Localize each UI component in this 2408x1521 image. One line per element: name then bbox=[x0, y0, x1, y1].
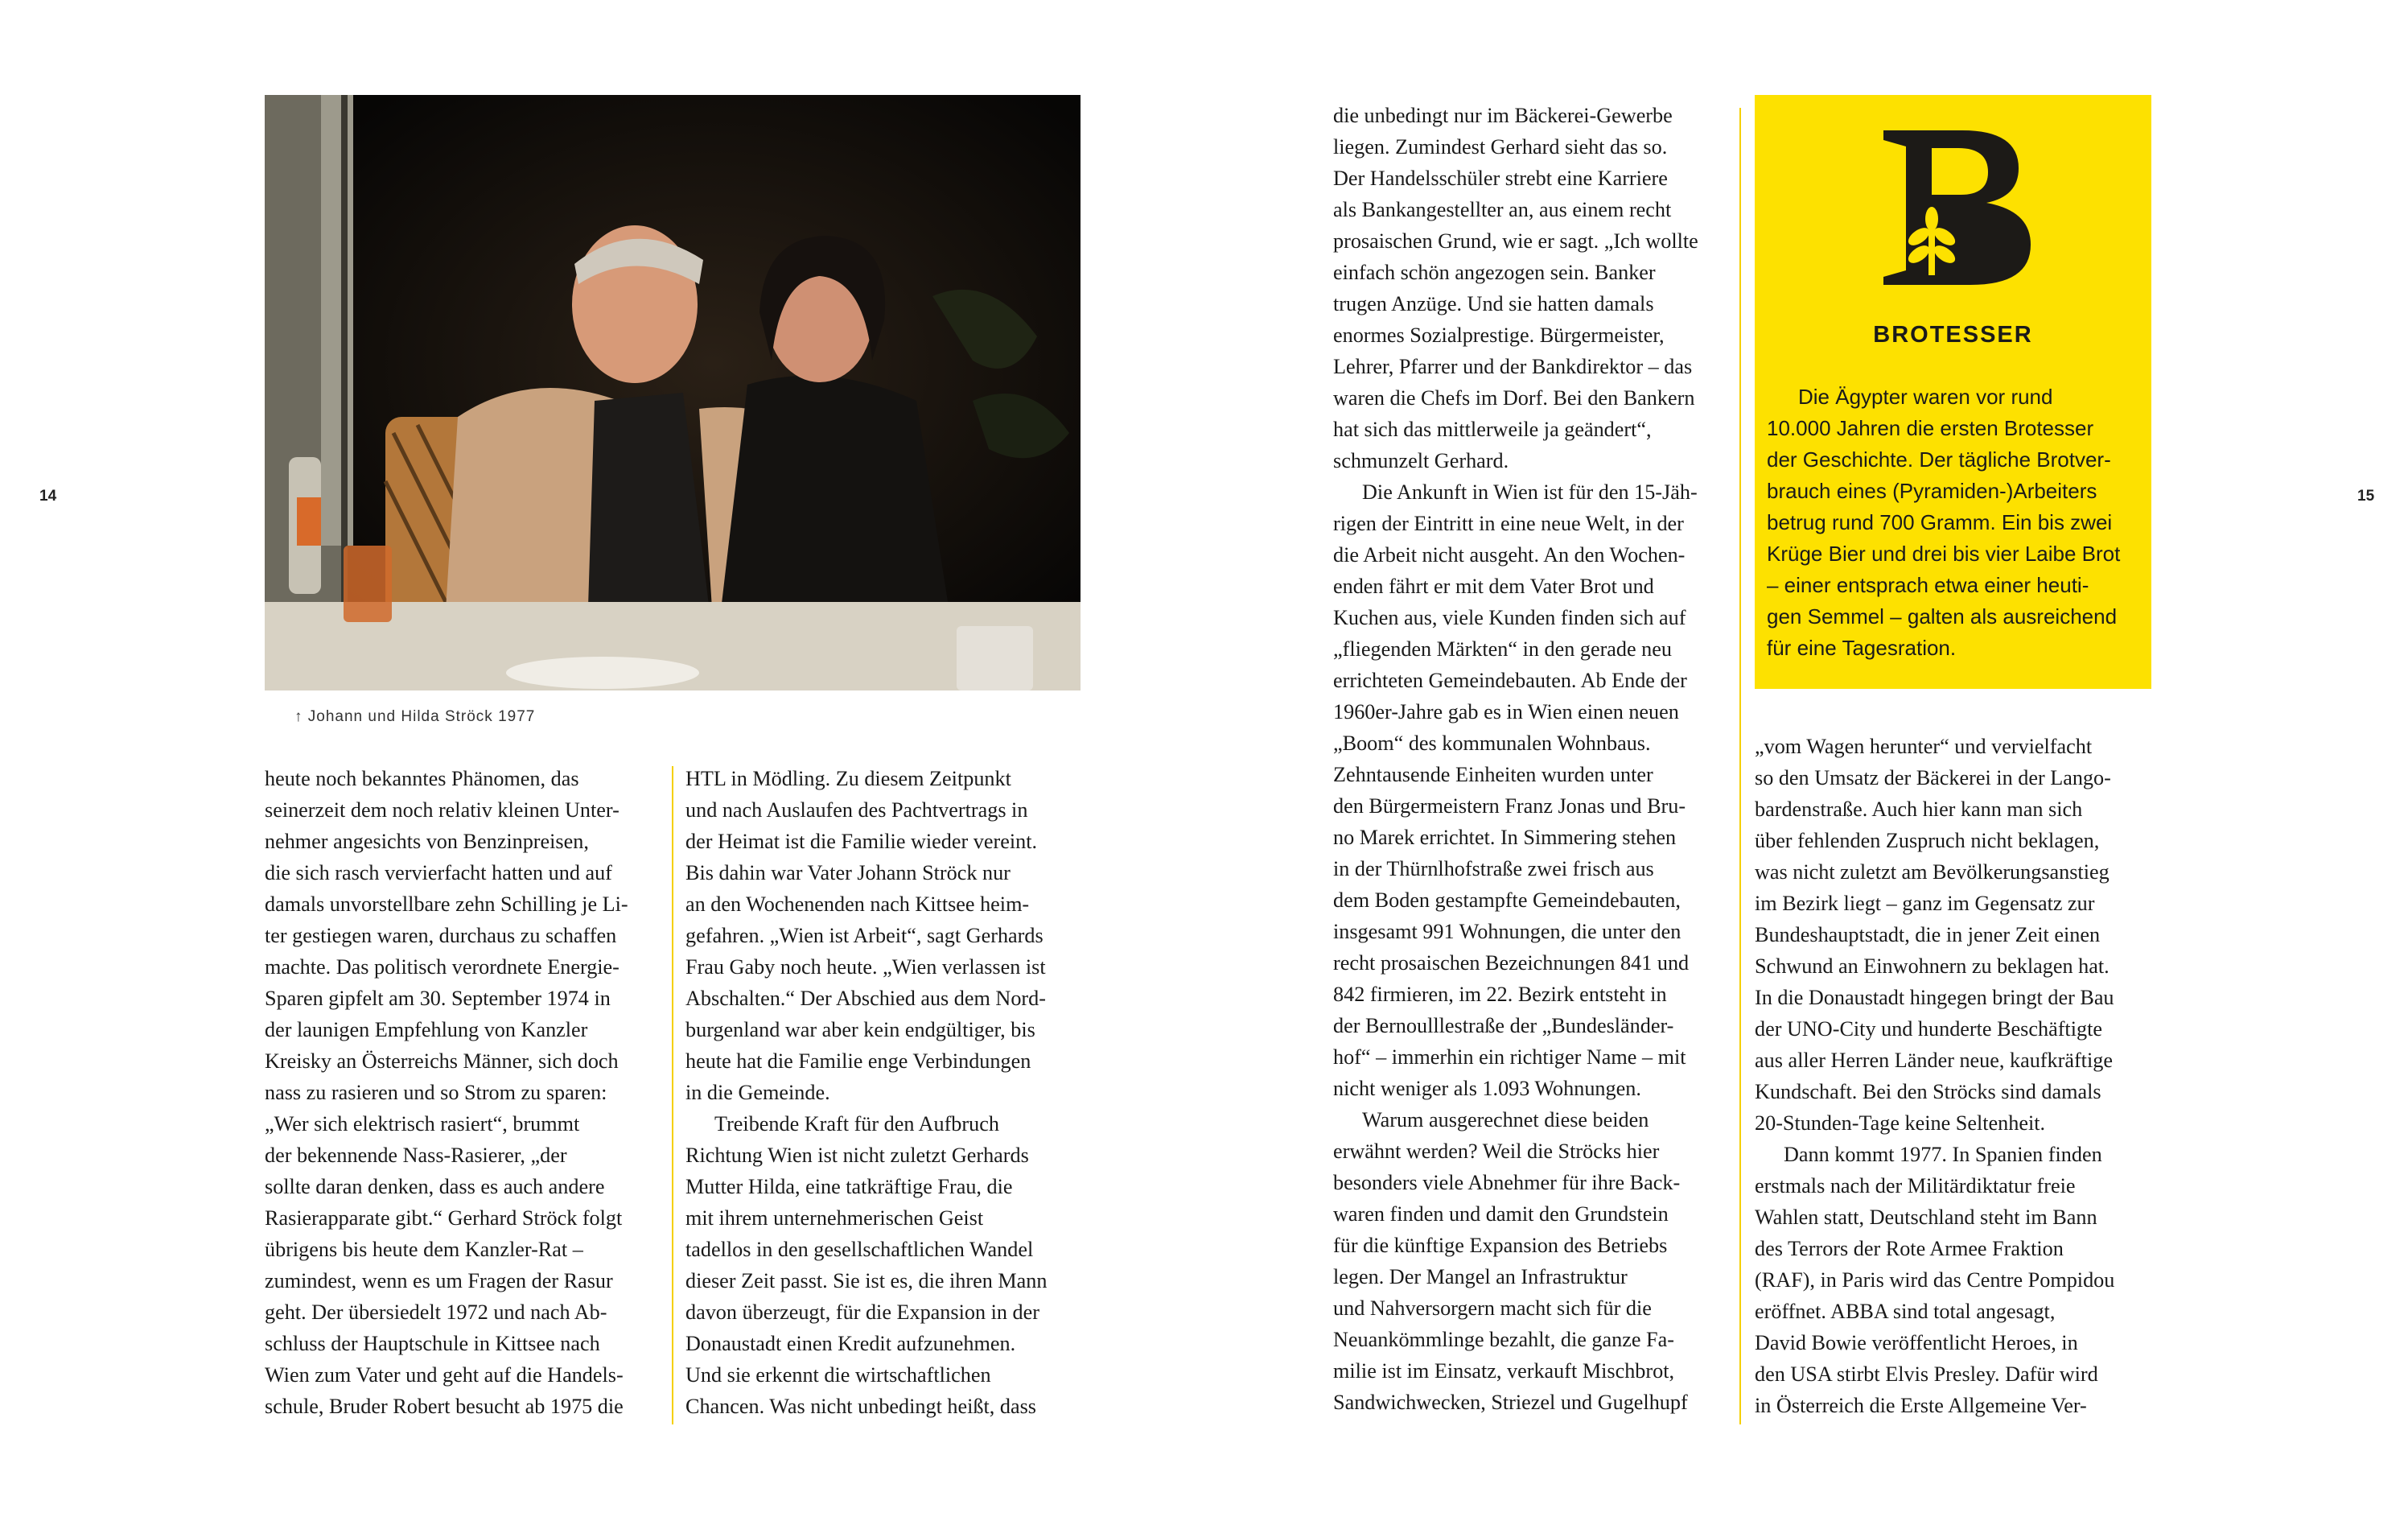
text-line: 842 firmieren, im 22. Bezirk entsteht in bbox=[1333, 983, 1667, 1006]
text-line: aus aller Herren Länder neue, kaufkräftige bbox=[1755, 1049, 2113, 1072]
text-line: eröffnet. ABBA sind total angesagt, bbox=[1755, 1300, 2056, 1323]
text-line: „vom Wagen herunter“ und vervielfacht bbox=[1755, 735, 2093, 758]
text-column-4 bbox=[1755, 731, 2157, 1421]
text-line: heute hat die Familie enge Verbindungen bbox=[685, 1049, 1031, 1073]
text-line: „Boom“ des kommunalen Wohnbaus. bbox=[1333, 732, 1651, 755]
info-box-line: der Geschichte. Der tägliche Brotver- bbox=[1767, 447, 2111, 472]
text-line: HTL in Mödling. Zu diesem Zeitpunkt bbox=[685, 767, 1011, 790]
text-line: legen. Der Mangel an Infrastruktur bbox=[1333, 1265, 1628, 1288]
text-line: insgesamt 991 Wohnungen, die unter den bbox=[1333, 920, 1681, 943]
text-line: Zehntausende Einheiten wurden unter bbox=[1333, 763, 1653, 786]
text-line: Die Ankunft in Wien ist für den 15-Jäh- bbox=[1362, 480, 1698, 504]
text-line: Rasierapparate gibt.“ Gerhard Ströck folgt bbox=[265, 1206, 623, 1230]
text-line: Treibende Kraft für den Aufbruch bbox=[714, 1112, 999, 1136]
text-line: des Terrors der Rote Armee Fraktion bbox=[1755, 1237, 2064, 1260]
text-line: recht prosaischen Bezeichnungen 841 und bbox=[1333, 951, 1690, 975]
text-line: nehmer angesichts von Benzinpreisen, bbox=[265, 830, 589, 853]
text-line: hat sich das mittlerweile ja geändert“, bbox=[1333, 418, 1652, 441]
text-line: schluss der Hauptschule in Kittsee nach bbox=[265, 1332, 600, 1355]
text-column-2 bbox=[685, 763, 1088, 1422]
text-line: Donaustadt einen Kredit aufzunehmen. bbox=[685, 1332, 1016, 1355]
text-line: Chancen. Was nicht unbedingt heißt, dass bbox=[685, 1395, 1036, 1418]
text-column-3 bbox=[1333, 100, 1735, 1418]
text-line: der Heimat ist die Familie wieder vereint. bbox=[685, 830, 1038, 853]
text-line: und Nahversorgern macht sich für die bbox=[1333, 1296, 1652, 1320]
text-line: Sandwichwecken, Striezel und Gugelhupf bbox=[1333, 1391, 1688, 1414]
text-line: ter gestiegen waren, durchaus zu schaffen bbox=[265, 924, 617, 947]
text-line: gefahren. „Wien ist Arbeit“, sagt Gerhards bbox=[685, 924, 1043, 947]
text-line: die unbedingt nur im Bäckerei-Gewerbe bbox=[1333, 104, 1673, 127]
text-line: Schwund an Einwohnern zu beklagen hat. bbox=[1755, 954, 2110, 978]
text-line: „fliegenden Märkten“ in den gerade neu bbox=[1333, 637, 1672, 661]
text-line: enden fährt er mit dem Vater Brot und bbox=[1333, 575, 1654, 598]
text-line: liegen. Zumindest Gerhard sieht das so. bbox=[1333, 135, 1668, 159]
page-number-left: 14 bbox=[39, 488, 57, 505]
photo-caption: ↑ Johann und Hilda Ströck 1977 bbox=[294, 708, 536, 725]
photo-johann-hilda bbox=[265, 95, 1081, 690]
text-line: burgenland war aber kein endgültiger, bis bbox=[685, 1018, 1035, 1041]
text-line: in die Gemeinde. bbox=[685, 1081, 830, 1104]
text-line: Kuchen aus, viele Kunden finden sich auf bbox=[1333, 606, 1686, 629]
text-line: so den Umsatz der Bäckerei in der Lango- bbox=[1755, 766, 2111, 789]
text-line: In die Donaustadt hingegen bringt der Bau bbox=[1755, 986, 2114, 1009]
text-line: schmunzelt Gerhard. bbox=[1333, 449, 1509, 472]
info-box-brotesser bbox=[1755, 95, 2151, 689]
text-line: seinerzeit dem noch relativ kleinen Unter- bbox=[265, 798, 619, 822]
info-box-line: brauch eines (Pyramiden-)Arbeiters bbox=[1767, 479, 2097, 503]
info-box-text bbox=[1767, 381, 2145, 664]
text-line: Frau Gaby noch heute. „Wien verlassen ist bbox=[685, 955, 1046, 979]
text-line: mit ihrem unternehmerischen Geist bbox=[685, 1206, 984, 1230]
info-box-title: BROTESSER bbox=[1873, 322, 2033, 348]
text-line: in der Thürnlhofstraße zwei frisch aus bbox=[1333, 857, 1654, 880]
text-line: „Wer sich elektrisch rasiert“, brummt bbox=[265, 1112, 580, 1136]
info-box-line: Krüge Bier und drei bis vier Laibe Brot bbox=[1767, 542, 2121, 566]
text-line: machte. Das politisch verordnete Energie- bbox=[265, 955, 619, 979]
text-line: dieser Zeit passt. Sie ist es, die ihren Mann bbox=[685, 1269, 1048, 1292]
text-line: die sich rasch vervierfacht hatten und auf bbox=[265, 861, 612, 884]
column-rule-1 bbox=[672, 766, 673, 1424]
text-line: Bis dahin war Vater Johann Ströck nur bbox=[685, 861, 1011, 884]
text-line: rigen der Eintritt in eine neue Welt, in der bbox=[1333, 512, 1684, 535]
text-line: der Bernoulllestraße der „Bundesländer- bbox=[1333, 1014, 1674, 1037]
text-column-1 bbox=[265, 763, 667, 1422]
text-line: zumindest, wenn es um Fragen der Rasur bbox=[265, 1269, 613, 1292]
text-line: was nicht zuletzt am Bevölkerungsanstieg bbox=[1755, 860, 2110, 884]
text-line: bardenstraße. Auch hier kann man sich bbox=[1755, 798, 2083, 821]
text-line: als Bankangestellter an, aus einem recht bbox=[1333, 198, 1672, 221]
text-line: waren die Chefs im Dorf. Bei den Bankern bbox=[1333, 386, 1695, 410]
text-line: Der Handelsschüler strebt eine Karriere bbox=[1333, 167, 1668, 190]
text-line: der UNO-City und hunderte Beschäftigte bbox=[1755, 1017, 2102, 1041]
text-line: Kreisky an Österreichs Männer, sich doch bbox=[265, 1049, 619, 1073]
text-line: schule, Bruder Robert besucht ab 1975 die bbox=[265, 1395, 624, 1418]
text-line: geht. Der übersiedelt 1972 und nach Ab- bbox=[265, 1300, 607, 1324]
text-line: (RAF), in Paris wird das Centre Pompidou bbox=[1755, 1268, 2115, 1292]
text-line: erstmals nach der Militärdiktatur freie bbox=[1755, 1174, 2076, 1197]
info-box-line: betrug rund 700 Gramm. Ein bis zwei bbox=[1767, 510, 2113, 534]
text-line: die Arbeit nicht ausgeht. An den Wochen- bbox=[1333, 543, 1686, 567]
text-line: Und sie erkennt die wirtschaftlichen bbox=[685, 1363, 991, 1387]
info-box-line: gen Semmel – galten als ausreichend bbox=[1767, 604, 2118, 629]
text-line: Dann kommt 1977. In Spanien finden bbox=[1784, 1143, 2102, 1166]
text-line: nicht weniger als 1.093 Wohnungen. bbox=[1333, 1077, 1641, 1100]
text-line: erwähnt werden? Weil die Ströcks hier bbox=[1333, 1140, 1660, 1163]
text-line: heute noch bekanntes Phänomen, das bbox=[265, 767, 579, 790]
text-line: Wien zum Vater und geht auf die Handels- bbox=[265, 1363, 624, 1387]
text-line: hof“ – immerhin ein richtiger Name – mit bbox=[1333, 1045, 1686, 1069]
text-line: David Bowie veröffentlicht Heroes, in bbox=[1755, 1331, 2078, 1354]
text-line: besonders viele Abnehmer für ihre Back- bbox=[1333, 1171, 1681, 1194]
text-line: tadellos in den gesellschaftlichen Wandel bbox=[685, 1238, 1034, 1261]
text-line: 20-Stunden-Tage keine Seltenheit. bbox=[1755, 1111, 2046, 1135]
text-line: der bekennende Nass-Rasierer, „der bbox=[265, 1144, 567, 1167]
text-line: waren finden und damit den Grundstein bbox=[1333, 1202, 1669, 1226]
text-line: davon überzeugt, für die Expansion in der bbox=[685, 1300, 1039, 1324]
text-line: an den Wochenenden nach Kittsee heim- bbox=[685, 892, 1030, 916]
text-line: Lehrer, Pfarrer und der Bankdirektor – das bbox=[1333, 355, 1693, 378]
text-line: Abschalten.“ Der Abschied aus dem Nord- bbox=[685, 987, 1046, 1010]
text-line: Richtung Wien ist nicht zuletzt Gerhards bbox=[685, 1144, 1029, 1167]
column-rule-2 bbox=[1739, 108, 1741, 1424]
text-line: im Bezirk liegt – ganz im Gegensatz zur bbox=[1755, 892, 2095, 915]
text-line: enormes Sozialprestige. Bürgermeister, bbox=[1333, 324, 1665, 347]
text-line: milie ist im Einsatz, verkauft Mischbrot, bbox=[1333, 1359, 1675, 1383]
text-line: trugen Anzüge. Und sie hatten damals bbox=[1333, 292, 1654, 315]
page-number-right: 15 bbox=[2357, 488, 2375, 505]
text-line: sollte daran denken, dass es auch andere bbox=[265, 1175, 605, 1198]
info-box-line: Die Ägypter waren vor rund bbox=[1798, 385, 2053, 409]
text-line: für die künftige Expansion des Betriebs bbox=[1333, 1234, 1668, 1257]
info-box-line: – einer entsprach etwa einer heuti- bbox=[1767, 573, 2089, 597]
text-line: über fehlenden Zuspruch nicht beklagen, bbox=[1755, 829, 2100, 852]
info-box-line: 10.000 Jahren die ersten Brotesser bbox=[1767, 416, 2094, 440]
text-line: Kundschaft. Bei den Ströcks sind damals bbox=[1755, 1080, 2101, 1103]
text-line: dem Boden gestampfte Gemeindebauten, bbox=[1333, 888, 1681, 912]
text-line: und nach Auslaufen des Pachtvertrags in bbox=[685, 798, 1028, 822]
text-line: Neuankömmlinge bezahlt, die ganze Fa- bbox=[1333, 1328, 1674, 1351]
text-line: prosaischen Grund, wie er sagt. „Ich wollte bbox=[1333, 229, 1698, 253]
text-line: Wahlen statt, Deutschland steht im Bann bbox=[1755, 1206, 2097, 1229]
info-box-line: für eine Tagesration. bbox=[1767, 636, 1957, 660]
text-line: in Österreich die Erste Allgemeine Ver- bbox=[1755, 1394, 2087, 1417]
text-line: den USA stirbt Elvis Presley. Dafür wird bbox=[1755, 1362, 2098, 1386]
text-line: Bundeshauptstadt, die in jener Zeit einen bbox=[1755, 923, 2101, 946]
text-line: den Bürgermeistern Franz Jonas und Bru- bbox=[1333, 794, 1686, 818]
text-line: no Marek errichtet. In Simmering stehen bbox=[1333, 826, 1677, 849]
text-line: Sparen gipfelt am 30. September 1974 in bbox=[265, 987, 611, 1010]
text-line: der launigen Empfehlung von Kanzler bbox=[265, 1018, 588, 1041]
text-line: 1960er-Jahre gab es in Wien einen neuen bbox=[1333, 700, 1679, 723]
text-line: Warum ausgerechnet diese beiden bbox=[1362, 1108, 1649, 1131]
text-line: errichteten Gemeindebauten. Ab Ende der bbox=[1333, 669, 1687, 692]
text-line: übrigens bis heute dem Kanzler-Rat – bbox=[265, 1238, 583, 1261]
bread-b-logo-icon bbox=[1874, 124, 2035, 285]
text-line: damals unvorstellbare zehn Schilling je Li- bbox=[265, 892, 628, 916]
text-line: Mutter Hilda, eine tatkräftige Frau, die bbox=[685, 1175, 1013, 1198]
text-line: nass zu rasieren und so Strom zu sparen: bbox=[265, 1081, 607, 1104]
text-line: einfach schön angezogen sein. Banker bbox=[1333, 261, 1656, 284]
